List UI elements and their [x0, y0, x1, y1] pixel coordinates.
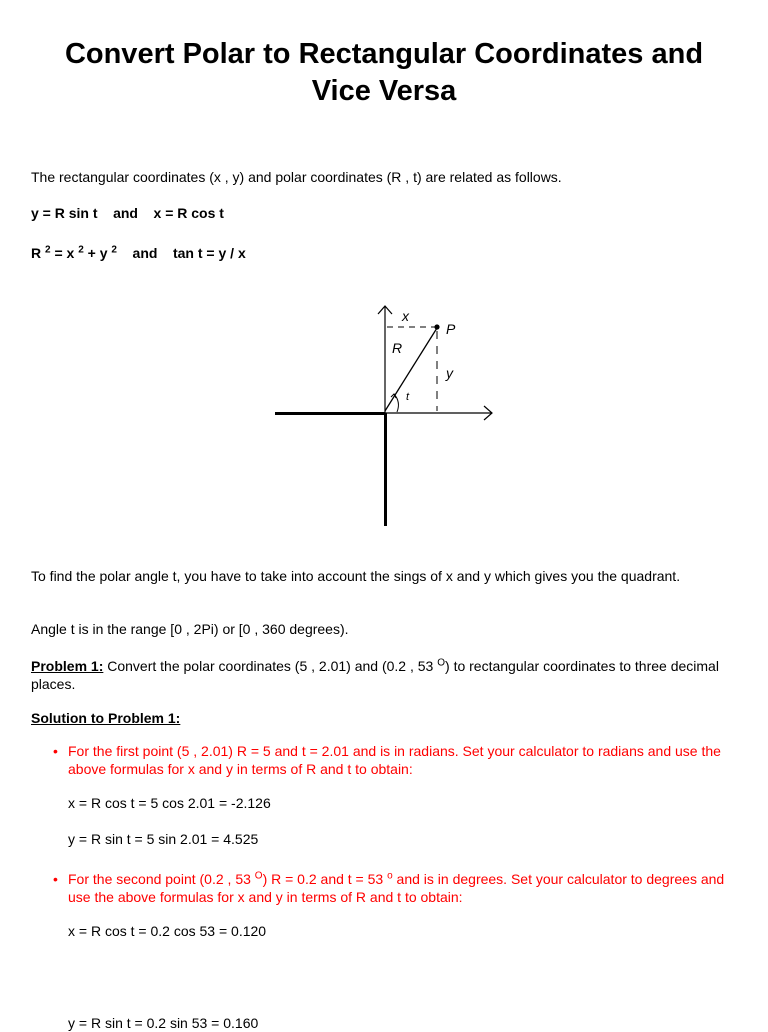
label-p: P [446, 321, 456, 337]
solution-1-heading: Solution to Problem 1: [31, 710, 181, 726]
quadrant-paragraph: To find the polar angle t, you have to take into account the sings of x and y which gives you the quadrant. [31, 568, 681, 584]
calc-1-x: x = R cos t = 5 cos 2.01 = -2.126 [68, 795, 271, 811]
formula-sin-cos: y = R sin t and x = R cos t [31, 205, 224, 221]
bullet-2-degree-1: O [254, 870, 263, 882]
point-p [434, 324, 439, 329]
angle-range-paragraph: Angle t is in the range [0 , 2Pi) or [0 , 360 degrees). [31, 621, 349, 637]
bullet-2-degree-2: o [387, 870, 393, 882]
label-r: R [392, 340, 403, 356]
problem-1-text-b: ) to rectangular coordinates to three decimal places. [31, 658, 719, 692]
title-line-2: Vice Versa [311, 75, 457, 107]
formula-tan: and tan t = y / x [116, 245, 246, 261]
problem-1-degree: O [437, 657, 446, 669]
bullet-1-text: For the first point (5 , 2.01) R = 5 and t = 2.01 and is in radians. Set your calculator to radians and use the above formulas for x and y in terms of R and t to obtain: [68, 743, 721, 777]
calc-2-x: x = R cos t = 0.2 cos 53 = 0.120 [68, 923, 267, 939]
formula-r: R [31, 245, 45, 261]
page-title [30, 36, 738, 110]
polar-diagram [270, 298, 500, 530]
bullet-2-marker: • [53, 871, 58, 887]
problem-1-text-a: Convert the polar coordinates (5 , 2.01) and (0.2 , 53 [103, 658, 438, 674]
calc-1-y: y = R sin t = 5 sin 2.01 = 4.525 [68, 831, 259, 847]
label-x: x [402, 308, 409, 324]
formula-r-exponent: 2 [45, 244, 51, 256]
title-line-1: Convert Polar to Rectangular Coordinates and [64, 38, 704, 70]
bullet-2-text [68, 870, 738, 906]
calc-2-y: y = R sin t = 0.2 sin 53 = 0.160 [68, 1015, 259, 1031]
label-y: y [446, 365, 453, 381]
formula-x-exponent: 2 [78, 244, 84, 256]
formula-eq-x: = x [50, 245, 79, 261]
problem-1-label: Problem 1: [31, 658, 104, 674]
intro-paragraph: The rectangular coordinates (x , y) and polar coordinates (R , t) are related as follows. [31, 169, 562, 185]
bullet-2-text-c: and is in degrees. Set your calculator to degrees and use the above formulas for x and y in terms of R and t to obtain: [68, 871, 725, 905]
bullet-2-text-a: For the second point (0.2 , 53 [68, 871, 255, 887]
formula-y-exponent: 2 [111, 244, 117, 256]
label-t: t [406, 391, 410, 403]
problem-1 [31, 657, 726, 693]
bullet-2-text-b: ) R = 0.2 and t = 53 [262, 871, 388, 887]
formula-r-squared [31, 244, 731, 262]
formula-plus-y: + y [83, 245, 112, 261]
bullet-1-marker: • [53, 743, 58, 759]
